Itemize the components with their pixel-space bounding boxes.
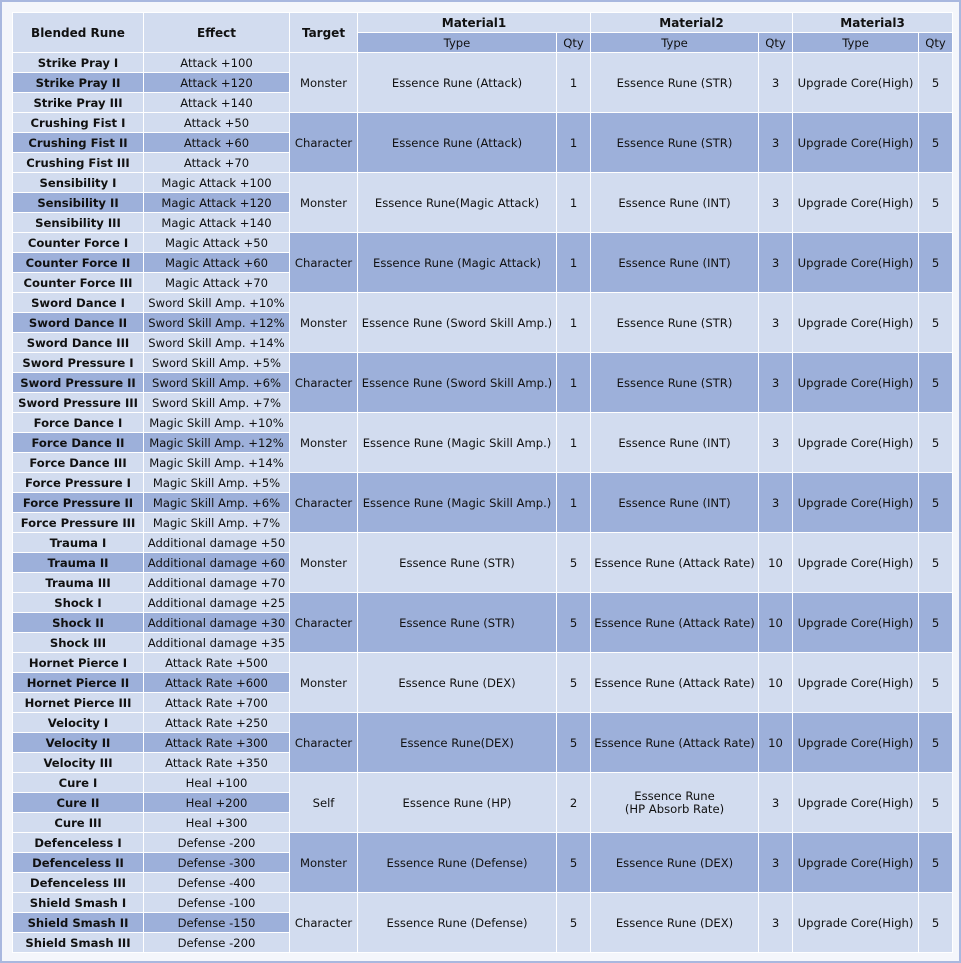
rune-effect: Attack Rate +700	[144, 693, 290, 713]
rune-effect: Heal +200	[144, 793, 290, 813]
rune-name: Trauma I	[13, 533, 144, 553]
material2-type	[591, 713, 759, 773]
material1-type: Essence Rune (Magic Skill Amp.)	[358, 473, 557, 533]
material2-type	[591, 173, 759, 233]
header-m2-qty: Qty	[759, 33, 793, 53]
rune-effect: Attack +140	[144, 93, 290, 113]
rune-name: Shield Smash III	[13, 933, 144, 953]
table-row	[13, 173, 953, 193]
target-cell: Monster	[290, 653, 358, 713]
material2-type	[591, 233, 759, 293]
header-material2: Material2	[591, 13, 793, 33]
material2-qty: 3	[759, 473, 793, 533]
material1-qty: 2	[557, 773, 591, 833]
material1-type: Essence Rune (STR)	[358, 593, 557, 653]
material3-type: Upgrade Core(High)	[793, 413, 919, 473]
material2-type	[591, 353, 759, 413]
material3-qty: 5	[919, 53, 953, 113]
rune-name: Shield Smash II	[13, 913, 144, 933]
rune-effect: Sword Skill Amp. +14%	[144, 333, 290, 353]
rune-effect: Defense -300	[144, 853, 290, 873]
table-row	[13, 413, 953, 433]
table-row	[13, 473, 953, 493]
rune-effect: Attack Rate +600	[144, 673, 290, 693]
material2-type-text-line2: (HP Absorb Rate)	[624, 801, 725, 816]
material2-qty: 10	[759, 653, 793, 713]
material3-qty: 5	[919, 473, 953, 533]
material1-qty: 1	[557, 113, 591, 173]
material2-type-text: Essence Rune (STR)	[616, 375, 733, 390]
material2-type-text: Essence Rune (INT)	[618, 195, 731, 210]
rune-effect: Defense -200	[144, 933, 290, 953]
target-cell: Monster	[290, 293, 358, 353]
material2-type-text: Essence Rune (INT)	[618, 255, 731, 270]
material1-qty: 5	[557, 713, 591, 773]
rune-name: Force Pressure I	[13, 473, 144, 493]
material3-qty: 5	[919, 833, 953, 893]
header-material1: Material1	[358, 13, 591, 33]
rune-name: Trauma III	[13, 573, 144, 593]
material2-type	[591, 773, 759, 833]
material2-qty: 3	[759, 893, 793, 953]
rune-name: Strike Pray II	[13, 73, 144, 93]
material2-type	[591, 533, 759, 593]
table-row	[13, 893, 953, 913]
rune-effect: Attack +50	[144, 113, 290, 133]
material1-qty: 1	[557, 233, 591, 293]
material3-type: Upgrade Core(High)	[793, 773, 919, 833]
material3-qty: 5	[919, 533, 953, 593]
header-m3-type: Type	[793, 33, 919, 53]
target-cell: Character	[290, 233, 358, 293]
material1-type: Essence Rune (Magic Attack)	[358, 233, 557, 293]
table-row	[13, 833, 953, 853]
header-material3: Material3	[793, 13, 953, 33]
target-cell: Monster	[290, 833, 358, 893]
rune-effect: Attack +60	[144, 133, 290, 153]
material1-type: Essence Rune(DEX)	[358, 713, 557, 773]
material2-type-text: Essence Rune (DEX)	[615, 855, 734, 870]
material2-type-text: Essence Rune	[634, 788, 715, 803]
rune-effect: Additional damage +25	[144, 593, 290, 613]
rune-effect: Additional damage +70	[144, 573, 290, 593]
rune-effect: Additional damage +35	[144, 633, 290, 653]
rune-effect: Magic Skill Amp. +12%	[144, 433, 290, 453]
rune-name: Sword Dance III	[13, 333, 144, 353]
rune-name: Trauma II	[13, 553, 144, 573]
material2-type	[591, 113, 759, 173]
material1-qty: 1	[557, 173, 591, 233]
rune-name: Counter Force I	[13, 233, 144, 253]
material1-type: Essence Rune (HP)	[358, 773, 557, 833]
material1-qty: 1	[557, 473, 591, 533]
header-m2-type: Type	[591, 33, 759, 53]
rune-effect: Magic Attack +140	[144, 213, 290, 233]
rune-name: Force Pressure II	[13, 493, 144, 513]
material2-qty: 3	[759, 173, 793, 233]
rune-name: Sword Pressure III	[13, 393, 144, 413]
blended-rune-table	[12, 12, 953, 953]
material2-qty: 3	[759, 293, 793, 353]
rune-name: Force Dance III	[13, 453, 144, 473]
header-m1-type: Type	[358, 33, 557, 53]
rune-name: Force Pressure III	[13, 513, 144, 533]
material2-type-text: Essence Rune (STR)	[616, 75, 733, 90]
material1-qty: 5	[557, 653, 591, 713]
target-cell: Monster	[290, 173, 358, 233]
material2-type-text: Essence Rune (Attack Rate)	[594, 675, 755, 690]
table-body	[13, 53, 953, 953]
rune-effect: Sword Skill Amp. +12%	[144, 313, 290, 333]
material3-qty: 5	[919, 173, 953, 233]
target-cell: Character	[290, 353, 358, 413]
rune-name: Crushing Fist II	[13, 133, 144, 153]
rune-name: Shock II	[13, 613, 144, 633]
rune-name: Sword Pressure I	[13, 353, 144, 373]
table-row	[13, 293, 953, 313]
rune-name: Strike Pray III	[13, 93, 144, 113]
rune-name: Counter Force III	[13, 273, 144, 293]
table-row	[13, 233, 953, 253]
material3-type: Upgrade Core(High)	[793, 53, 919, 113]
material3-type: Upgrade Core(High)	[793, 173, 919, 233]
material2-type-text: Essence Rune (DEX)	[615, 915, 734, 930]
rune-name: Sensibility III	[13, 213, 144, 233]
rune-name: Shield Smash I	[13, 893, 144, 913]
target-cell: Character	[290, 113, 358, 173]
material2-type	[591, 473, 759, 533]
rune-name: Defenceless I	[13, 833, 144, 853]
material2-type	[591, 293, 759, 353]
target-cell: Monster	[290, 413, 358, 473]
rune-name: Cure I	[13, 773, 144, 793]
material2-qty: 10	[759, 713, 793, 773]
material1-type: Essence Rune (DEX)	[358, 653, 557, 713]
rune-name: Crushing Fist III	[13, 153, 144, 173]
rune-effect: Sword Skill Amp. +7%	[144, 393, 290, 413]
rune-effect: Magic Attack +100	[144, 173, 290, 193]
rune-effect: Magic Attack +50	[144, 233, 290, 253]
material3-qty: 5	[919, 713, 953, 773]
material2-type-text: Essence Rune (Attack Rate)	[594, 555, 755, 570]
material2-type-text: Essence Rune (INT)	[618, 495, 731, 510]
rune-effect: Attack +100	[144, 53, 290, 73]
rune-name: Crushing Fist I	[13, 113, 144, 133]
rune-effect: Defense -100	[144, 893, 290, 913]
material1-type: Essence Rune(Magic Attack)	[358, 173, 557, 233]
header-target: Target	[290, 13, 358, 53]
material1-type: Essence Rune (Attack)	[358, 113, 557, 173]
material1-type: Essence Rune (Sword Skill Amp.)	[358, 353, 557, 413]
rune-effect: Attack +120	[144, 73, 290, 93]
table-row	[13, 713, 953, 733]
material3-qty: 5	[919, 653, 953, 713]
material3-qty: 5	[919, 593, 953, 653]
material2-qty: 3	[759, 353, 793, 413]
material2-type	[591, 893, 759, 953]
table-row	[13, 773, 953, 793]
rune-effect: Magic Attack +60	[144, 253, 290, 273]
table-row	[13, 353, 953, 373]
target-cell: Character	[290, 893, 358, 953]
material1-type: Essence Rune (Magic Skill Amp.)	[358, 413, 557, 473]
material2-type-text: Essence Rune (Attack Rate)	[594, 615, 755, 630]
rune-name: Hornet Pierce III	[13, 693, 144, 713]
rune-name: Defenceless II	[13, 853, 144, 873]
material3-qty: 5	[919, 893, 953, 953]
material1-qty: 5	[557, 533, 591, 593]
material2-type-text: Essence Rune (Attack Rate)	[594, 735, 755, 750]
material3-qty: 5	[919, 113, 953, 173]
material3-type: Upgrade Core(High)	[793, 833, 919, 893]
rune-effect: Additional damage +30	[144, 613, 290, 633]
material2-type	[591, 593, 759, 653]
rune-effect: Attack +70	[144, 153, 290, 173]
material1-qty: 5	[557, 593, 591, 653]
rune-name: Velocity I	[13, 713, 144, 733]
target-cell: Character	[290, 593, 358, 653]
material2-type-text: Essence Rune (INT)	[618, 435, 731, 450]
material1-type: Essence Rune (STR)	[358, 533, 557, 593]
rune-name: Hornet Pierce II	[13, 673, 144, 693]
target-cell: Character	[290, 473, 358, 533]
rune-effect: Magic Attack +70	[144, 273, 290, 293]
rune-effect: Heal +100	[144, 773, 290, 793]
material3-type: Upgrade Core(High)	[793, 593, 919, 653]
rune-name: Velocity III	[13, 753, 144, 773]
material1-qty: 1	[557, 353, 591, 413]
target-cell: Monster	[290, 53, 358, 113]
material2-type	[591, 53, 759, 113]
target-cell: Character	[290, 713, 358, 773]
material2-type	[591, 413, 759, 473]
material1-qty: 1	[557, 413, 591, 473]
rune-effect: Attack Rate +300	[144, 733, 290, 753]
material1-qty: 5	[557, 893, 591, 953]
header-effect: Effect	[144, 13, 290, 53]
material1-qty: 1	[557, 53, 591, 113]
rune-effect: Additional damage +50	[144, 533, 290, 553]
material3-qty: 5	[919, 353, 953, 413]
rune-name: Counter Force II	[13, 253, 144, 273]
rune-name: Sensibility II	[13, 193, 144, 213]
material3-type: Upgrade Core(High)	[793, 713, 919, 773]
table-row	[13, 593, 953, 613]
material1-type: Essence Rune (Defense)	[358, 833, 557, 893]
material2-qty: 3	[759, 833, 793, 893]
rune-effect: Additional damage +60	[144, 553, 290, 573]
material3-type: Upgrade Core(High)	[793, 533, 919, 593]
rune-effect: Attack Rate +500	[144, 653, 290, 673]
material1-qty: 1	[557, 293, 591, 353]
material3-qty: 5	[919, 293, 953, 353]
material3-qty: 5	[919, 233, 953, 293]
material2-qty: 3	[759, 233, 793, 293]
material1-type: Essence Rune (Sword Skill Amp.)	[358, 293, 557, 353]
table-row	[13, 653, 953, 673]
rune-effect: Magic Attack +120	[144, 193, 290, 213]
rune-name: Sword Pressure II	[13, 373, 144, 393]
rune-effect: Sword Skill Amp. +10%	[144, 293, 290, 313]
material3-type: Upgrade Core(High)	[793, 893, 919, 953]
material3-type: Upgrade Core(High)	[793, 473, 919, 533]
material2-type-text: Essence Rune (STR)	[616, 135, 733, 150]
header-m3-qty: Qty	[919, 33, 953, 53]
rune-name: Force Dance II	[13, 433, 144, 453]
rune-effect: Magic Skill Amp. +7%	[144, 513, 290, 533]
material2-type	[591, 833, 759, 893]
rune-effect: Magic Skill Amp. +6%	[144, 493, 290, 513]
rune-name: Defenceless III	[13, 873, 144, 893]
rune-name: Shock I	[13, 593, 144, 613]
material2-qty: 3	[759, 773, 793, 833]
rune-effect: Sword Skill Amp. +6%	[144, 373, 290, 393]
material3-type: Upgrade Core(High)	[793, 293, 919, 353]
rune-effect: Magic Skill Amp. +10%	[144, 413, 290, 433]
rune-name: Sword Dance I	[13, 293, 144, 313]
material3-type: Upgrade Core(High)	[793, 653, 919, 713]
rune-name: Sword Dance II	[13, 313, 144, 333]
rune-effect: Defense -400	[144, 873, 290, 893]
material2-type	[591, 653, 759, 713]
material2-qty: 3	[759, 413, 793, 473]
material3-qty: 5	[919, 413, 953, 473]
material2-qty: 3	[759, 113, 793, 173]
material3-type: Upgrade Core(High)	[793, 353, 919, 413]
material2-type-text: Essence Rune (STR)	[616, 315, 733, 330]
target-cell: Monster	[290, 533, 358, 593]
rune-name: Cure III	[13, 813, 144, 833]
header-m1-qty: Qty	[557, 33, 591, 53]
rune-effect: Defense -150	[144, 913, 290, 933]
rune-name: Strike Pray I	[13, 53, 144, 73]
material3-type: Upgrade Core(High)	[793, 233, 919, 293]
rune-effect: Heal +300	[144, 813, 290, 833]
material1-type: Essence Rune (Attack)	[358, 53, 557, 113]
rune-name: Force Dance I	[13, 413, 144, 433]
material2-qty: 3	[759, 53, 793, 113]
rune-effect: Magic Skill Amp. +5%	[144, 473, 290, 493]
rune-name: Sensibility I	[13, 173, 144, 193]
material1-qty: 5	[557, 833, 591, 893]
material3-type: Upgrade Core(High)	[793, 113, 919, 173]
target-cell: Self	[290, 773, 358, 833]
rune-effect: Attack Rate +250	[144, 713, 290, 733]
rune-name: Velocity II	[13, 733, 144, 753]
header-blended-rune: Blended Rune	[13, 13, 144, 53]
material3-qty: 5	[919, 773, 953, 833]
rune-name: Hornet Pierce I	[13, 653, 144, 673]
material2-qty: 10	[759, 533, 793, 593]
rune-name: Cure II	[13, 793, 144, 813]
table-header	[13, 13, 953, 53]
rune-name: Shock III	[13, 633, 144, 653]
material2-qty: 10	[759, 593, 793, 653]
table-row	[13, 533, 953, 553]
table-row	[13, 53, 953, 73]
rune-effect: Defense -200	[144, 833, 290, 853]
table-row	[13, 113, 953, 133]
rune-effect: Attack Rate +350	[144, 753, 290, 773]
rune-effect: Sword Skill Amp. +5%	[144, 353, 290, 373]
rune-effect: Magic Skill Amp. +14%	[144, 453, 290, 473]
material1-type: Essence Rune (Defense)	[358, 893, 557, 953]
